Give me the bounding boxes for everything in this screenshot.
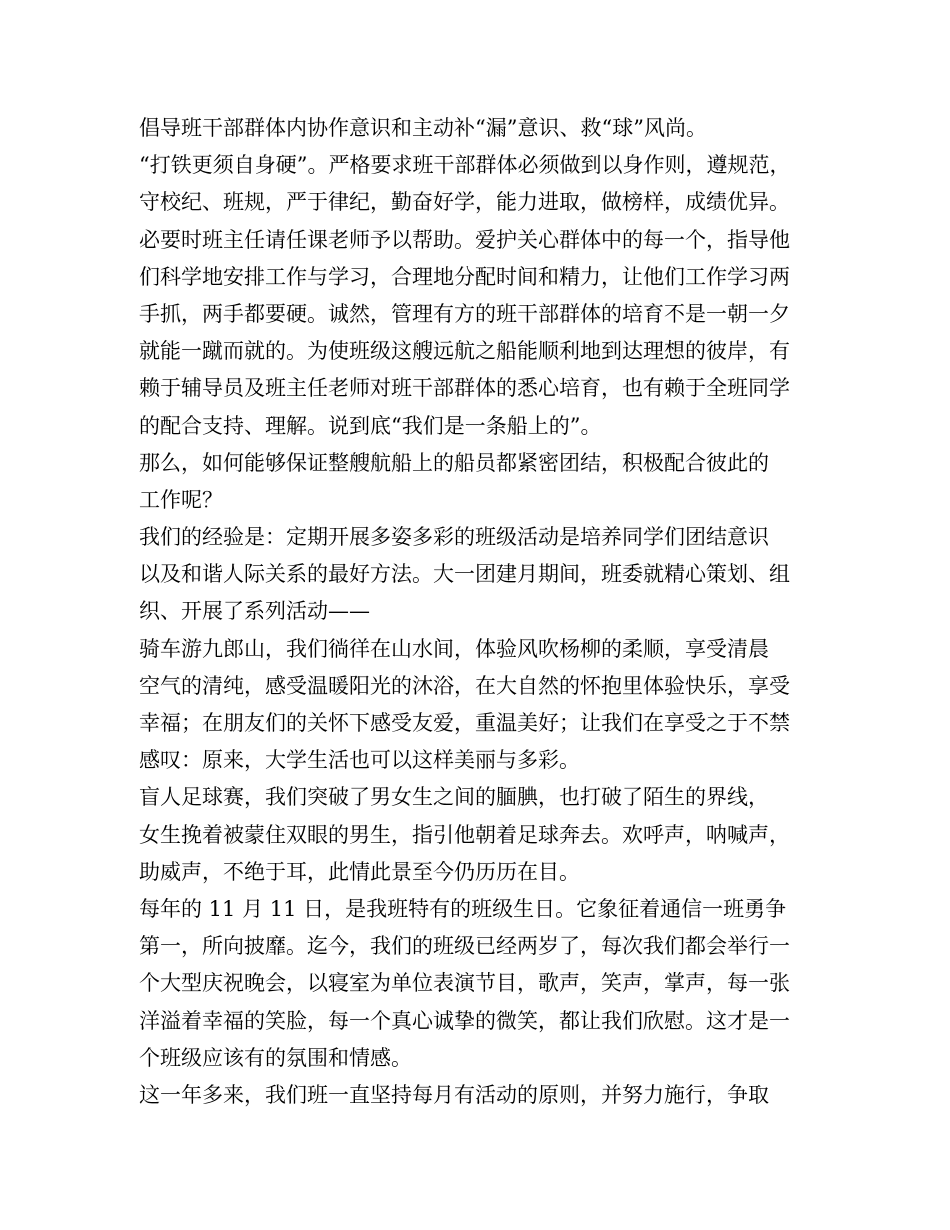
text-line: 空气的清纯，感受温暖阳光的沐浴，在大自然的怀抱里体验快乐，享受 xyxy=(139,673,790,698)
text-line: 们科学地安排工作与学习，合理地分配时间和精力，让他们工作学习两 xyxy=(139,264,790,289)
text-line: 洋溢着幸福的笑脸，每一个真心诚挚的微笑，都让我们欣慰。这才是一 xyxy=(139,1008,790,1033)
document-body xyxy=(139,110,839,1114)
text-line: 我们的经验是：定期开展多姿多彩的班级活动是培养同学们团结意识 xyxy=(139,525,769,550)
text-line: “打铁更须自身硬”。严格要求班干部群体必须做到以身作则，遵规范， xyxy=(139,153,791,178)
text-line: 个班级应该有的氛围和情感。 xyxy=(139,1045,412,1070)
text-line: 骑车游九郎山，我们徜徉在山水间，体验风吹杨柳的柔顺，享受清晨 xyxy=(139,636,769,661)
text-line: 盲人足球赛，我们突破了男女生之间的腼腆，也打破了陌生的界线， xyxy=(139,785,769,810)
text-line: 必要时班主任请任课老师予以帮助。爱护关心群体中的每一个，指导他 xyxy=(139,227,790,252)
text-line: 织、开展了系列活动—— xyxy=(139,599,370,624)
text-line: 手抓，两手都要硬。诚然，管理有方的班干部群体的培育不是一朝一夕 xyxy=(139,301,790,326)
text-line: 幸福；在朋友们的关怀下感受友爱，重温美好；让我们在享受之于不禁 xyxy=(139,711,790,735)
text-line: 个大型庆祝晚会，以寝室为单位表演节目，歌声，笑声，掌声，每一张 xyxy=(139,971,790,996)
text-line: 赖于辅导员及班主任老师对班干部群体的悉心培育，也有赖于全班同学 xyxy=(139,376,790,401)
text-line: 就能一蹴而就的。为使班级这艘远航之船能顺利地到达理想的彼岸，有 xyxy=(139,339,790,364)
text-line: 女生挽着被蒙住双眼的男生，指引他朝着足球奔去。欢呼声，呐喊声， xyxy=(139,822,790,847)
text-line: 每年的 11 月 11 日，是我班特有的班级生日。它象征着通信一班勇争 xyxy=(139,896,787,921)
text-line: 这一年多来，我们班一直坚持每月有活动的原则，并努力施行，争取 xyxy=(139,1082,769,1107)
text-line: 工作呢？ xyxy=(139,487,223,512)
text-line: 助威声，不绝于耳，此情此景至今仍历历在目。 xyxy=(139,859,580,884)
text-line: 以及和谐人际关系的最好方法。大一团建月期间，班委就精心策划、组 xyxy=(139,562,790,587)
text-line: 那么，如何能够保证整艘航船上的船员都紧密团结，积极配合彼此的 xyxy=(139,450,769,475)
text-line: 倡导班干部群体内协作意识和主动补“漏”意识、救“球”风尚。 xyxy=(139,116,707,140)
text-line: 感叹：原来，大学生活也可以这样美丽与多彩。 xyxy=(139,748,580,773)
text-line: 的配合支持、理解。说到底“我们是一条船上的”。 xyxy=(139,413,602,438)
text-line: 第一，所向披靡。迄今，我们的班级已经两岁了，每次我们都会举行一 xyxy=(139,934,790,959)
text-line: 守校纪、班规，严于律纪，勤奋好学，能力进取，做榜样，成绩优异。 xyxy=(139,190,790,215)
